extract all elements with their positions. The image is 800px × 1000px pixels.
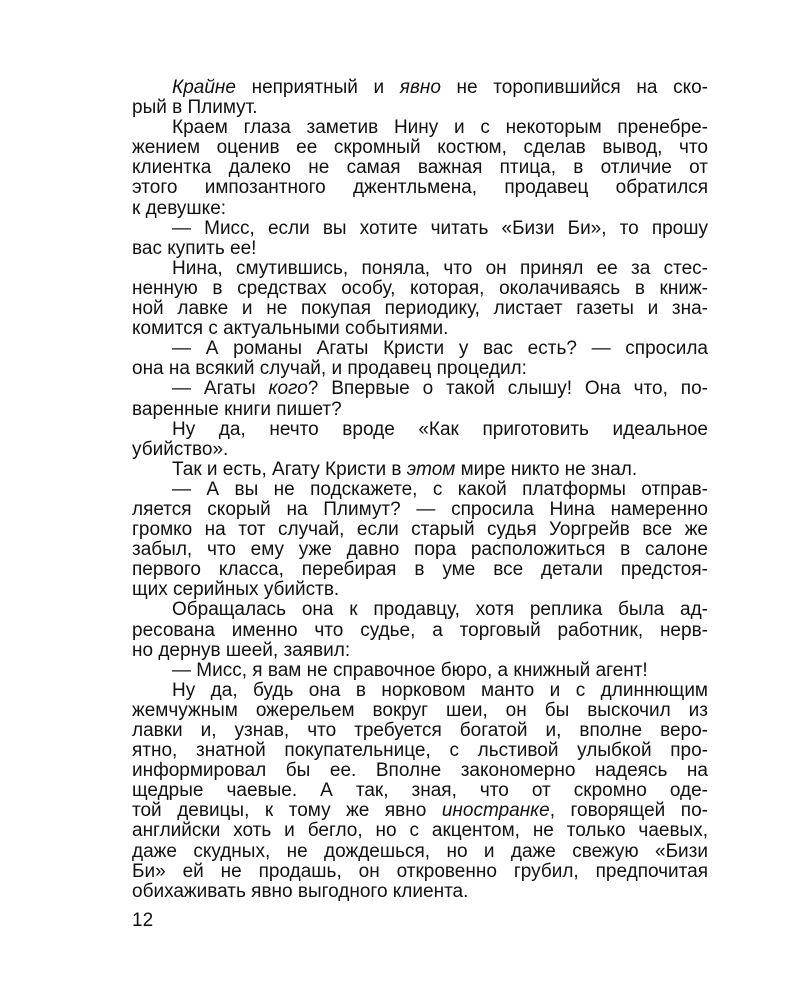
text-segment: не торопившийся на ско- — [440, 77, 708, 98]
text-segment: мире никто не знал. — [455, 458, 638, 480]
text-segment: Так и есть, Агату Кристи в — [172, 458, 407, 480]
text-line — [132, 520, 708, 540]
page-number: 12 — [132, 910, 154, 931]
text-line — [132, 801, 708, 821]
text-line — [132, 500, 708, 520]
text-segment: Краем глаза заметив Нину и с некоторым пренебре- — [172, 117, 708, 139]
text-segment: ляется скорый на Плимут? — спросила Нина намеренно — [132, 498, 708, 520]
text-segment: лавки и, узнав, что требуется богатой и, вполне веро- — [132, 720, 708, 741]
text-segment: щих серийных убийств. — [132, 579, 340, 601]
text-segment: той девицы, к тому же явно — [132, 800, 442, 822]
text-line — [132, 400, 708, 420]
text-line — [132, 279, 708, 299]
text-segment: Обращалась она к продавцу, хотя реплика была ад- — [172, 599, 708, 621]
text-segment: обихаживать явно выгодного клиента. — [132, 880, 469, 902]
text-segment: вас купить ее! — [132, 237, 257, 259]
text-segment: английски хоть и бегло, но с акцентом, не только чаевых, — [132, 820, 708, 842]
text-line — [132, 701, 708, 721]
text-segment: жемчужным ожерельем вокруг шеи, он бы выскочил из — [132, 699, 708, 721]
text-line — [132, 379, 708, 399]
text-segment: варенные книги пишет? — [132, 398, 342, 420]
text-line — [132, 239, 708, 259]
text-segment: Ну да, будь она в норковом манто и с длиннющим — [172, 679, 708, 701]
text-line — [132, 741, 708, 761]
text-line — [132, 219, 708, 239]
text-segment: этого импозантного джентльмена, продавец обратился — [132, 177, 708, 199]
text-line — [132, 118, 708, 138]
text-line — [132, 440, 708, 460]
text-line — [132, 761, 708, 781]
text-line — [132, 359, 708, 379]
text-line — [132, 480, 708, 500]
text-segment: — Мисс, я вам не справочное бюро, а книжный агент! — [172, 659, 648, 681]
text-segment: ной лавке и не покупая периодику, листает газеты и зна- — [132, 298, 708, 320]
text-line — [132, 600, 708, 620]
text-line — [132, 621, 708, 641]
text-segment: ненную в средствах особу, которая, околачиваясь в книж- — [132, 277, 708, 299]
text-segment: первого класса, перебирая в уме все детали предстоя- — [132, 559, 708, 581]
text-line — [132, 78, 708, 98]
text-segment: даже скудных, не дождешься, но и даже свежую «Бизи — [132, 840, 708, 862]
text-line — [132, 178, 708, 198]
text-line — [132, 721, 708, 741]
text-segment: ресована именно что судье, а торговый работник, нерв- — [132, 619, 708, 641]
text-line — [132, 199, 708, 219]
text-line — [132, 98, 708, 118]
body-text — [132, 78, 708, 902]
italic-text: этом — [406, 458, 456, 480]
text-line — [132, 641, 708, 661]
text-segment: Би» ей не продашь, он откровенно грубил, предпочитая — [132, 860, 708, 882]
text-segment: рый в Плимут. — [132, 97, 258, 119]
text-line — [132, 540, 708, 560]
text-line — [132, 138, 708, 158]
text-segment: , говорящей по- — [549, 800, 708, 822]
text-line — [132, 781, 708, 801]
text-segment: — А вы не подскажете, с какой платформы отправ- — [172, 478, 708, 500]
text-segment: ? Впервые о такой слышу! Она что, по- — [307, 378, 708, 400]
text-segment: забыл, что ему уже давно пора расположиться в салоне — [132, 539, 708, 561]
italic-text: иностранке — [441, 800, 550, 822]
text-line — [132, 882, 708, 902]
text-line — [132, 460, 708, 480]
text-line — [132, 681, 708, 701]
italic-text: Крайне — [172, 77, 236, 98]
text-line — [132, 299, 708, 319]
text-line — [132, 862, 708, 882]
text-line — [132, 821, 708, 841]
text-segment: ятно, знатной покупательнице, с льстивой улыбкой про- — [132, 740, 708, 762]
text-segment: — Мисс, если вы хотите читать «Бизи Би», то прошу — [172, 217, 708, 239]
document-page — [132, 78, 708, 902]
text-segment: информировал бы ее. Вполне закономерно надеясь на — [132, 760, 708, 782]
text-segment: — А романы Агаты Кристи у вас есть? — спросила — [172, 338, 708, 360]
text-line — [132, 319, 708, 339]
text-segment: она на всякий случай, и продавец процедил: — [132, 358, 527, 380]
text-line — [132, 560, 708, 580]
text-segment: но дернув шеей, заявил: — [132, 639, 351, 661]
text-segment: — Агаты — [172, 378, 269, 400]
text-line — [132, 661, 708, 681]
text-segment: убийство». — [132, 438, 229, 460]
text-segment: жением оценив ее скромный костюм, сделав вывод, что — [132, 137, 708, 159]
italic-text: явно — [399, 77, 441, 98]
text-line — [132, 339, 708, 359]
text-segment: Нина, смутившись, поняла, что он принял ее за стес- — [172, 257, 708, 279]
text-segment: щедрые чаевые. А так, зная, что от скромно оде- — [132, 780, 708, 802]
text-line — [132, 420, 708, 440]
text-line — [132, 580, 708, 600]
text-segment: неприятный и — [235, 77, 400, 98]
text-segment: к девушке: — [132, 197, 227, 219]
text-line — [132, 158, 708, 178]
text-line — [132, 842, 708, 862]
text-segment: комится с актуальными событиями. — [132, 318, 449, 340]
italic-text: кого — [268, 378, 308, 400]
text-segment: Ну да, нечто вроде «Как приготовить идеальное — [172, 418, 708, 440]
text-segment: клиентка далеко не самая важная птица, в отличие от — [132, 157, 708, 179]
text-line — [132, 259, 708, 279]
text-segment: громко на тот случай, если старый судья Уоргрейв все же — [132, 519, 708, 541]
